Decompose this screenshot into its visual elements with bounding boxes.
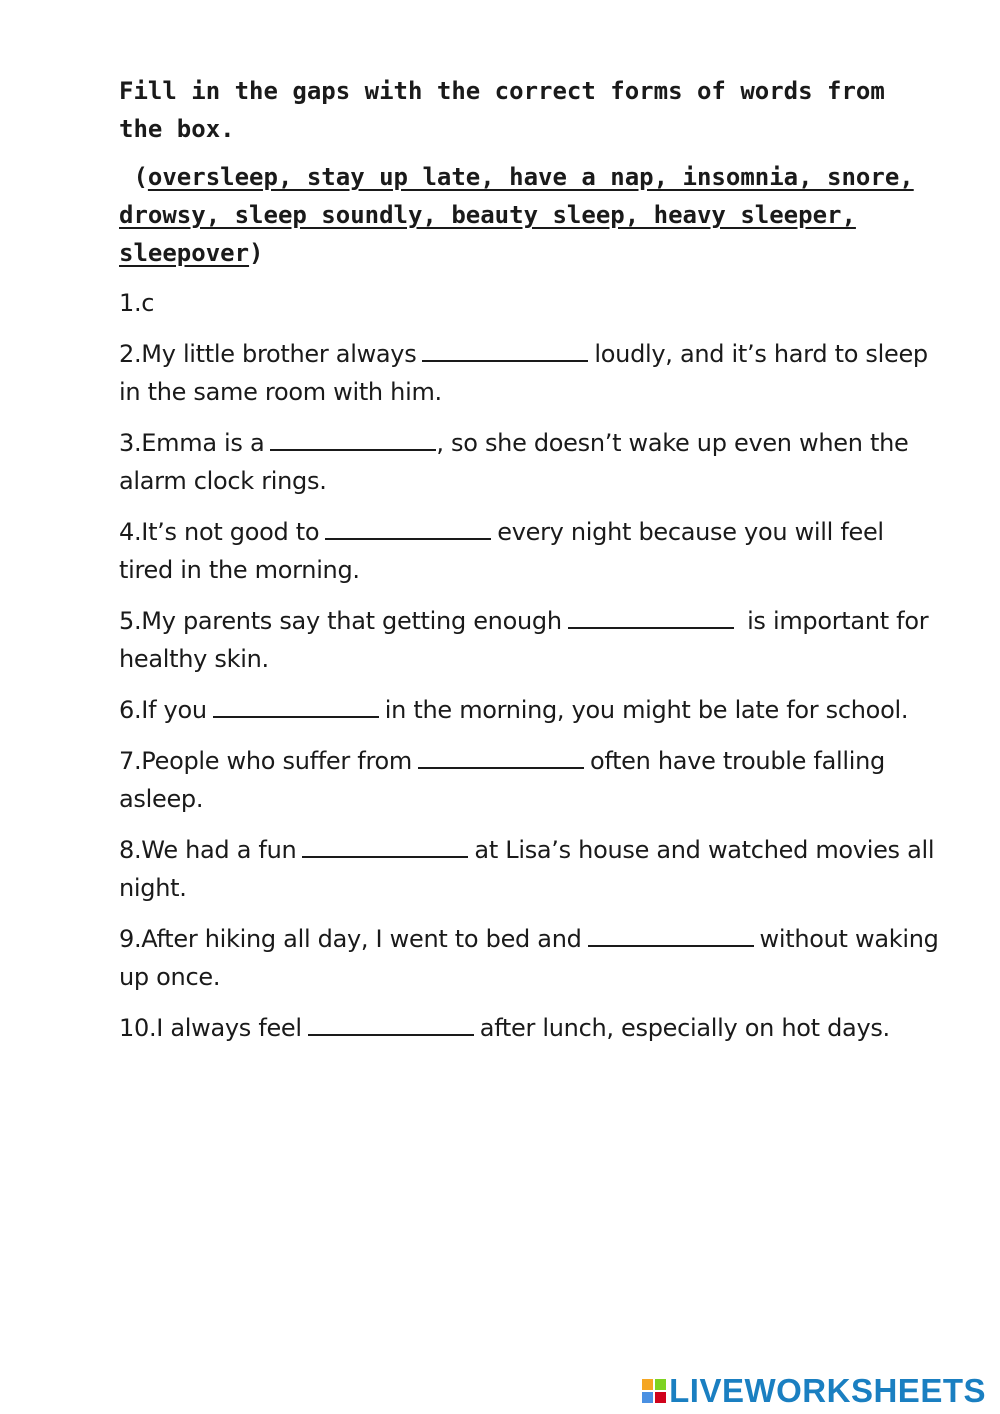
- question-text-before: 3.Emma is a: [119, 429, 265, 457]
- word-bank: [119, 158, 939, 272]
- question-9: [119, 920, 939, 996]
- question-text-after: in the morning, you might be late for school.: [384, 696, 909, 724]
- answer-blank-6[interactable]: [213, 694, 379, 718]
- word-bank-open: (: [133, 163, 148, 191]
- question-text-after: after lunch, especially on hot days.: [479, 1014, 890, 1042]
- question-4: [119, 513, 939, 589]
- question-text-after: , so she doesn’t wake up even when the alarm clock rings.: [119, 429, 909, 495]
- answer-blank-7[interactable]: [418, 745, 584, 769]
- worksheet: [119, 72, 939, 1060]
- question-text-before: 5.My parents say that getting enough: [119, 607, 562, 635]
- question-6: [119, 691, 939, 729]
- instruction-text: Fill in the gaps with the correct forms of words from the box.: [119, 77, 885, 143]
- question-text-after: at Lisa’s house and watched movies all night.: [119, 836, 935, 902]
- question-10: [119, 1009, 939, 1047]
- question-text-before: 10.I always feel: [119, 1014, 302, 1042]
- question-text-before: 9.After hiking all day, I went to bed and: [119, 925, 582, 953]
- liveworksheets-logo-icon: [642, 1379, 666, 1403]
- liveworksheets-logo[interactable]: [642, 1372, 986, 1410]
- word-bank-close: ): [249, 239, 264, 267]
- question-8: [119, 831, 939, 907]
- question-7: [119, 742, 939, 818]
- question-text-before: 7.People who suffer from: [119, 747, 412, 775]
- question-text-before: 4.It’s not good to: [119, 518, 320, 546]
- question-text-after: without waking up once.: [119, 925, 939, 991]
- answer-blank-10[interactable]: [308, 1012, 474, 1036]
- word-bank-words: oversleep, stay up late, have a nap, insomnia, snore, drowsy, sleep soundly, beauty sleep, heavy sleeper, sleepover: [119, 163, 914, 267]
- answer-blank-3[interactable]: [270, 427, 436, 451]
- question-text-after: is important for healthy skin.: [119, 607, 929, 673]
- question-text-after: loudly, and it’s hard to sleep in the same room with him.: [119, 340, 928, 406]
- answer-blank-8[interactable]: [302, 834, 468, 858]
- answer-blank-4[interactable]: [325, 516, 491, 540]
- question-text-after: every night because you will feel tired in the morning.: [119, 518, 884, 584]
- logo-text: LIVEWORKSHEETS: [669, 1372, 986, 1409]
- question-5: [119, 602, 939, 678]
- question-3: [119, 424, 939, 500]
- question-1: [119, 284, 939, 322]
- question-text-before: 8.We had a fun: [119, 836, 297, 864]
- question-2: [119, 335, 939, 411]
- question-text: 1.c: [119, 289, 155, 317]
- answer-blank-9[interactable]: [588, 923, 754, 947]
- answer-blank-2[interactable]: [422, 338, 588, 362]
- question-text-before: 6.If you: [119, 696, 207, 724]
- question-text-after: often have trouble falling asleep.: [119, 747, 885, 813]
- answer-blank-5[interactable]: [568, 605, 734, 629]
- question-text-before: 2.My little brother always: [119, 340, 417, 368]
